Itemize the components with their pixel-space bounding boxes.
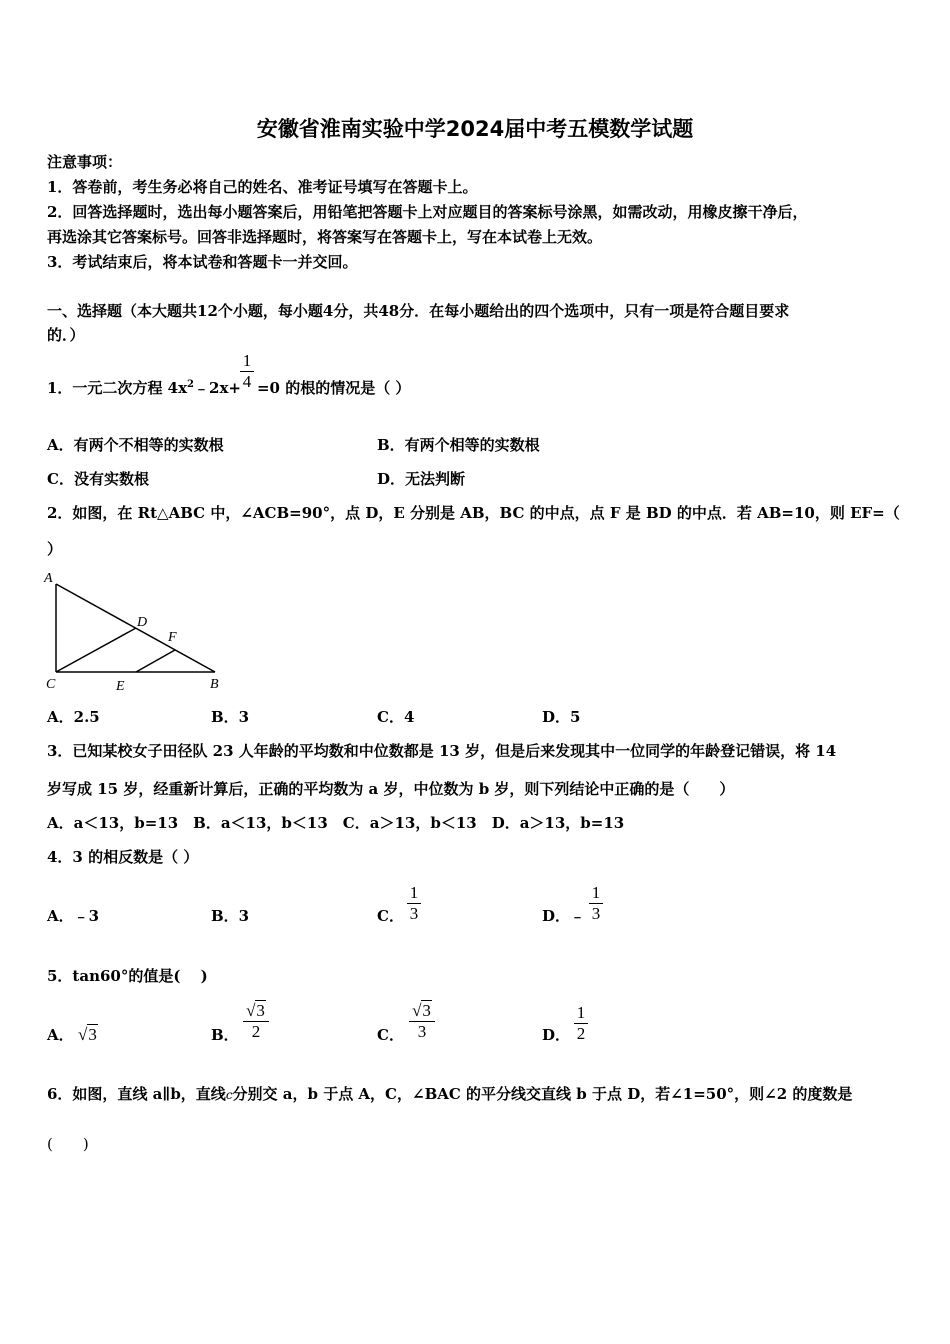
q4-option-c-fraction: 1 3 [407, 884, 421, 923]
q1-option-a: A．有两个不相等的实数根 [47, 436, 224, 454]
page-title: 安徽省淮南实验中学2024届中考五模数学试题 [256, 117, 694, 141]
q5-option-a-sqrt: √3 [78, 1025, 97, 1044]
q5-option-c-label: C． [377, 1026, 404, 1044]
q4-option-a: A．﹣3 [47, 907, 100, 925]
q5-option-b-fraction: √3 2 [243, 1002, 269, 1041]
q5-option-c-fraction: √3 3 [409, 1002, 435, 1041]
q5-option-d-fraction: 1 2 [574, 1004, 588, 1043]
triangle-figure [40, 566, 235, 696]
q2-option-b: B．3 [211, 708, 250, 726]
q4-option-b: B．3 [211, 907, 250, 925]
q1-option-c: C．没有实数根 [47, 470, 149, 488]
label-c: C [46, 677, 56, 692]
question-2-stem-cont: ） [47, 540, 63, 558]
q2-option-d: D．5 [542, 708, 581, 726]
segment-cd [56, 628, 136, 672]
notice-item: 3．考试结束后，将本试卷和答题卡一并交回。 [47, 253, 358, 271]
question-5-stem: 5．tan60°的值是( ) [47, 967, 208, 985]
label-e: E [116, 679, 125, 694]
q5-option-b-label: B． [211, 1026, 239, 1044]
question-3-stem: 3．已知某校女子田径队 23 人年龄的平均数和中位数都是 13 岁，但是后来发现其中一位同学的年龄登记错误，将 14 [47, 742, 837, 760]
q2-option-a: A．2.5 [47, 708, 100, 726]
q1-option-d: D．无法判断 [377, 470, 466, 488]
question-3-stem-cont: 岁写成 15 岁，经重新计算后，正确的平均数为 a 岁，中位数为 b 岁，则下列结论中正确的是（ ） [47, 780, 735, 798]
segment-ef [136, 650, 175, 672]
question-4-stem: 4．3 的相反数是（ ） [47, 848, 199, 866]
notice-heading: 注意事项： [47, 153, 123, 171]
q2-option-c: C．4 [377, 708, 415, 726]
q1-option-b: B．有两个相等的实数根 [377, 436, 540, 454]
notice-item: 2．回答选择题时，选出每小题答案后，用铅笔把答题卡上对应题目的答案标号涂黑，如需改动，用橡皮擦干净后， [47, 203, 808, 221]
label-b: B [210, 677, 219, 692]
question-2-stem: 2．如图，在 Rt△ABC 中，∠ACB=90°，点 D，E 分别是 AB，BC 的中点，点 F 是 BD 的中点．若 AB=10，则 EF=（ [47, 504, 900, 522]
q4-option-d-fraction: 1 3 [589, 884, 603, 923]
q1-fraction: 1 4 [240, 352, 254, 391]
question-6-stem: 6．如图，直线 a∥b，直线c分别交 a，b 于点 A，C，∠BAC 的平分线交直线 b 于点 D，若∠1=50°，则∠2 的度数是 [47, 1085, 853, 1103]
q3-options: A．a＜13，b=13 B．a＜13，b＜13 C．a＞13，b＜13 D．a＞13，b=13 [47, 814, 625, 832]
q4-option-d-label: D．﹣ [542, 907, 586, 925]
question-6-stem-cont: ( ) [47, 1135, 89, 1153]
label-f: F [168, 630, 177, 645]
notice-item: 再选涂其它答案标号。回答非选择题时，将答案写在答题卡上，写在本试卷上无效。 [47, 228, 603, 246]
q5-option-d-label: D． [542, 1026, 571, 1044]
q5-option-a-label: A． [47, 1026, 74, 1044]
section-heading: 一、选择题（本大题共12个小题，每小题4分，共48分．在每小题给出的四个选项中，只有一项是符合题目要求 [47, 302, 790, 320]
label-a: A [44, 571, 53, 586]
question-1-stem: 1．一元二次方程 $4x^2﹣2x+ =0$ 的根的情况是（ ） [47, 379, 411, 397]
q4-option-c-label: C． [377, 907, 404, 925]
notice-item: 1．答卷前，考生务必将自己的姓名、准考证号填写在答题卡上。 [47, 178, 478, 196]
section-heading-cont: 的．） [47, 326, 85, 344]
label-d: D [137, 615, 148, 630]
